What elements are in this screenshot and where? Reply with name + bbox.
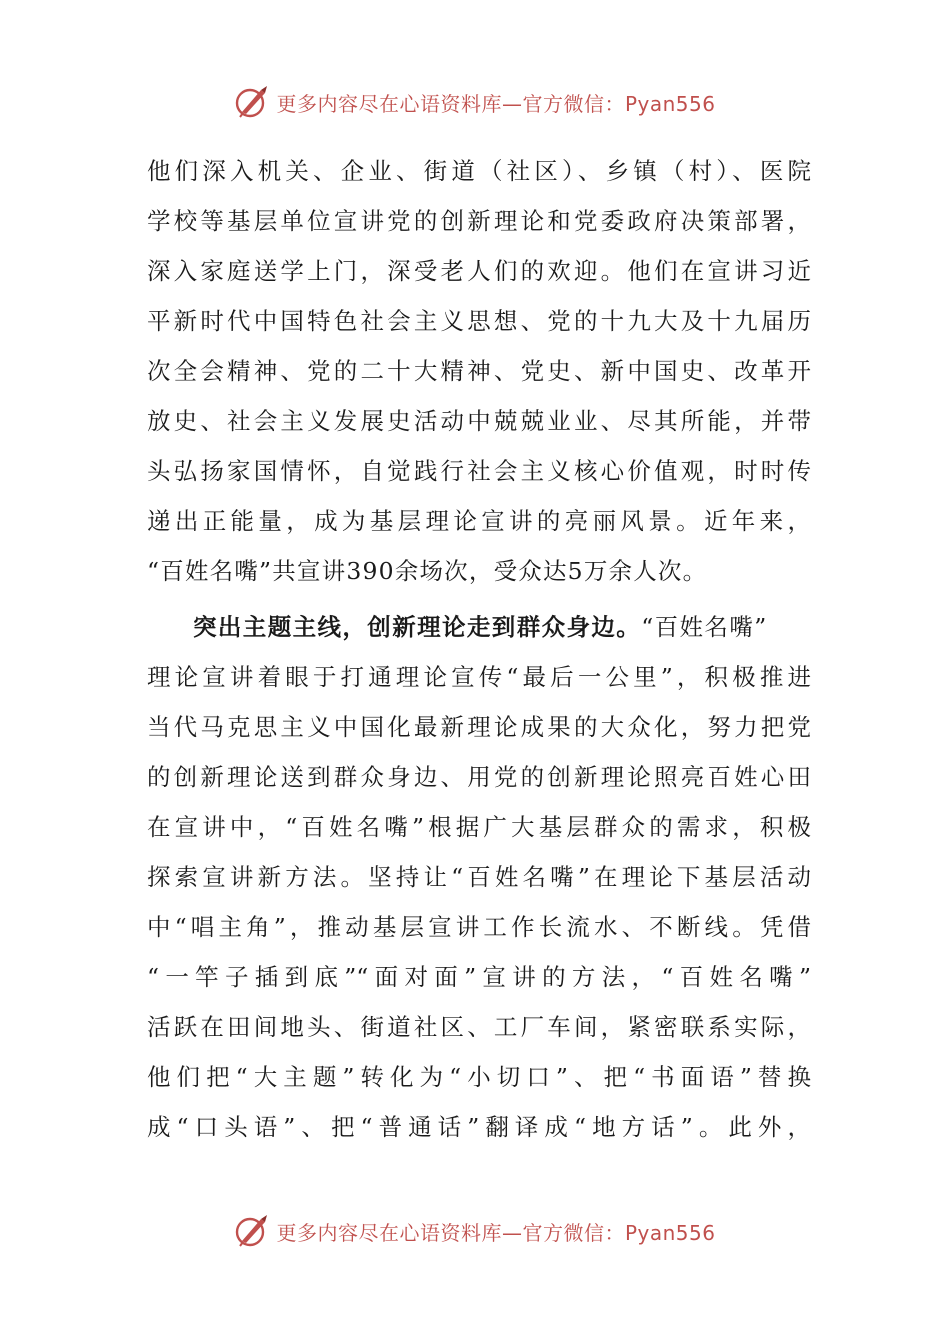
footer-banner — [0, 1209, 950, 1253]
text-line: 递出正能量，成为基层理论宣讲的亮丽风景。近年来， — [147, 507, 811, 535]
text-line: 在宣讲中，“百姓名嘴”根据广大基层群众的需求，积极 — [147, 813, 811, 841]
paragraph-2-lead: 突出主题主线，创新理论走到群众身边。 — [193, 613, 642, 641]
text-line: 深入家庭送学上门，深受老人们的欢迎。他们在宣讲习近 — [147, 257, 811, 285]
paragraph-2-lead-tail: “百姓名嘴” — [641, 613, 768, 641]
text-line: 成“口头语”、把“普通话”翻译成“地方话”。此外， — [147, 1113, 811, 1141]
text-line: 他们深入机关、企业、街道（社区）、乡镇（村）、医院 — [147, 157, 811, 185]
text-line: 活跃在田间地头、街道社区、工厂车间，紧密联系实际， — [147, 1013, 811, 1041]
paragraph-1 — [147, 146, 811, 596]
quill-pen-icon — [234, 84, 270, 120]
quill-pen-icon — [234, 1213, 270, 1249]
text-line: “百姓名嘴”共宣讲390余场次，受众达5万余人次。 — [147, 557, 708, 585]
text-line: 放史、社会主义发展史活动中兢兢业业、尽其所能，并带 — [147, 407, 811, 435]
text-line: “一竿子插到底”“面对面”宣讲的方法，“百姓名嘴” — [147, 963, 811, 991]
header-banner — [0, 80, 950, 124]
text-line: 他们把“大主题”转化为“小切口”、把“书面语”替换 — [147, 1063, 811, 1091]
paragraph-2-first-line — [147, 602, 811, 652]
document-body — [147, 146, 811, 1152]
text-line: 中“唱主角”，推动基层宣讲工作长流水、不断线。凭借 — [147, 913, 811, 941]
text-line: 次全会精神、党的二十大精神、党史、新中国史、改革开 — [147, 357, 811, 385]
text-line: 的创新理论送到群众身边、用党的创新理论照亮百姓心田 — [147, 763, 811, 791]
footer-banner-text: 更多内容尽在心语资料库—官方微信：Pyan556 — [276, 1220, 716, 1245]
text-line: 头弘扬家国情怀，自觉践行社会主义核心价值观，时时传 — [147, 457, 811, 485]
text-line: 探索宣讲新方法。坚持让“百姓名嘴”在理论下基层活动 — [147, 863, 811, 891]
text-line: 理论宣讲着眼于打通理论宣传“最后一公里”，积极推进 — [147, 663, 811, 691]
text-line: 平新时代中国特色社会主义思想、党的十九大及十九届历 — [147, 307, 811, 335]
text-line: 学校等基层单位宣讲党的创新理论和党委政府决策部署， — [147, 207, 811, 235]
paragraph-2 — [147, 602, 811, 1152]
header-banner-text: 更多内容尽在心语资料库—官方微信：Pyan556 — [276, 91, 716, 116]
text-line: 当代马克思主义中国化最新理论成果的大众化，努力把党 — [147, 713, 811, 741]
